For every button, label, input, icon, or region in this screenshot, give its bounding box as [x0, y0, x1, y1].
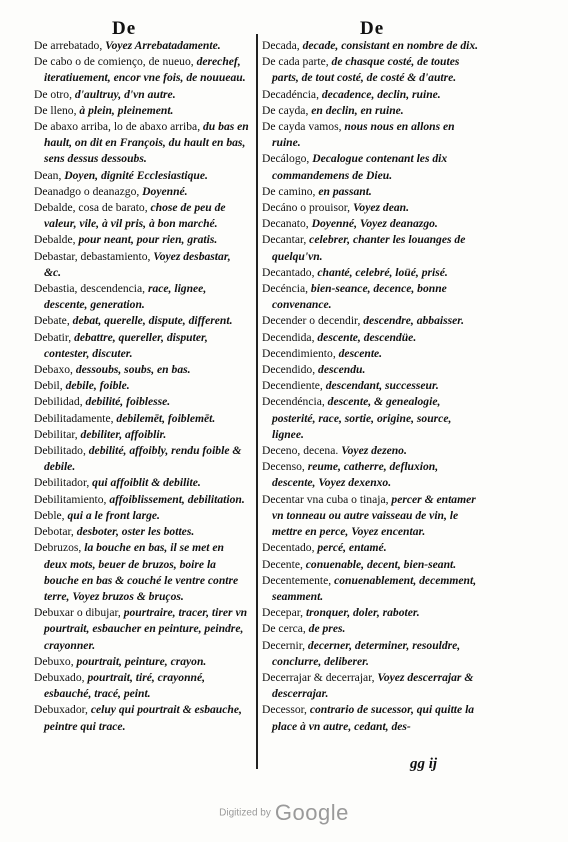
entry-headword: Decentado, — [262, 541, 318, 555]
entry-translation: descente, & genealogie, posterité, race, sortie, origine, source, lignee. — [272, 395, 452, 441]
entry-translation: d'aultruy, d'vn autre. — [74, 87, 176, 101]
entry-headword: De cada parte, — [262, 55, 332, 69]
dictionary-entry — [34, 87, 250, 103]
dictionary-entry — [262, 459, 482, 491]
dictionary-entry — [34, 524, 250, 540]
dictionary-entry — [262, 621, 482, 637]
running-head-left: De — [112, 18, 137, 39]
entry-translation: conuenable, decent, bien-seant. — [305, 557, 457, 571]
entry-headword: Debilitador, — [34, 476, 93, 490]
entry-headword: Debotar, — [34, 525, 77, 539]
dictionary-entry — [262, 702, 482, 734]
dictionary-entry — [34, 232, 250, 248]
entry-headword: Debilitadamente, — [34, 411, 117, 425]
dictionary-entry — [262, 119, 482, 151]
entry-headword: Deceno, decena. — [262, 444, 342, 458]
entry-headword: De lleno, — [34, 103, 80, 117]
entry-headword: De cerca, — [262, 622, 309, 636]
dictionary-entry — [262, 378, 482, 394]
entry-headword: Decessor, — [262, 703, 310, 717]
entry-headword: De cayda, — [262, 103, 312, 117]
dictionary-entry — [262, 573, 482, 605]
dictionary-entry — [262, 232, 482, 264]
entry-translation: qui a le front large. — [67, 508, 160, 522]
dictionary-entry — [34, 249, 250, 281]
entry-headword: Decantado, — [262, 265, 318, 279]
dictionary-entry — [34, 119, 250, 168]
dictionary-entry — [262, 87, 482, 103]
entry-headword: Decepar, — [262, 606, 306, 620]
entry-translation: pourtraire, tracer, tirer vn pourtrait, esbaucher en peinture, peindre, crayonner. — [44, 606, 248, 652]
dictionary-entry — [262, 38, 482, 54]
dictionary-entry — [34, 394, 250, 410]
dictionary-entry — [34, 475, 250, 491]
entry-headword: Decanato, — [262, 217, 312, 231]
entry-headword: Decenso, — [262, 460, 308, 474]
entry-translation: tronquer, doler, raboter. — [305, 606, 420, 620]
entry-translation: dessoubs, soubs, en bas. — [75, 363, 191, 377]
entry-translation: descendu. — [318, 363, 366, 377]
entry-translation: affoiblissement, debilitation. — [109, 492, 245, 506]
entry-translation: à plein, pleinement. — [79, 103, 174, 117]
entry-translation: en passant. — [318, 184, 372, 198]
digitized-watermark — [0, 800, 568, 826]
right-column — [262, 38, 482, 735]
entry-translation: Voyez descerrajar & descerrajar. — [272, 670, 474, 701]
entry-headword: Decálogo, — [262, 152, 313, 166]
entry-headword: Decadéncia, — [262, 87, 322, 101]
dictionary-entry — [262, 443, 482, 459]
entry-translation: debilemēt, foiblemēt. — [116, 411, 216, 425]
entry-translation: bien-seance, decence, bonne convenance. — [272, 282, 447, 312]
entry-translation: debattre, quereller, disputer, contester, discuter. — [44, 330, 208, 360]
dictionary-entry — [34, 313, 250, 329]
entry-translation: desboter, oster les bottes. — [76, 525, 195, 539]
entry-headword: Decendéncia, — [262, 395, 328, 409]
entry-translation: derechef, iteratiuement, encor vne fois, de nouueau. — [44, 55, 246, 85]
entry-headword: Decentemente, — [262, 573, 335, 587]
entry-headword: Decente, — [262, 557, 306, 571]
entry-headword: De otro, — [34, 87, 75, 101]
entry-headword: Deanadgo o deanazgo, — [34, 184, 143, 198]
dictionary-entry — [34, 362, 250, 378]
entry-translation: percé, entamé. — [317, 541, 387, 555]
dictionary-entry — [34, 605, 250, 654]
dictionary-entry — [34, 427, 250, 443]
left-column — [34, 38, 250, 735]
dictionary-entry — [262, 216, 482, 232]
entry-translation: Doyen, dignité Ecclesiastique. — [64, 168, 208, 182]
entry-headword: De cabo o de comienço, de nueuo, — [34, 55, 197, 69]
signature-mark: gg ij — [410, 756, 438, 772]
entry-translation: debile, foible. — [65, 379, 130, 393]
entry-headword: Debalde, cosa de barato, — [34, 201, 151, 215]
entry-headword: Decerrajar & decerrajar, — [262, 670, 378, 684]
dictionary-entry — [34, 103, 250, 119]
entry-headword: Debilitar, — [34, 427, 81, 441]
entry-translation: descente. — [338, 346, 383, 360]
entry-translation: de pres. — [308, 622, 346, 636]
entry-translation: chose de peu de valeur, vile, à vil pris, à bon marché. — [44, 201, 226, 231]
entry-headword: Decéncia, — [262, 282, 311, 296]
dictionary-entry — [262, 394, 482, 443]
entry-headword: Debilitado, — [34, 444, 89, 458]
dictionary-entry — [34, 492, 250, 508]
entry-translation: pourtrait, peinture, crayon. — [76, 654, 207, 668]
dictionary-entry — [262, 313, 482, 329]
dictionary-entry — [262, 281, 482, 313]
entry-translation: debat, querelle, dispute, different. — [72, 314, 233, 328]
entry-headword: Deble, — [34, 508, 68, 522]
entry-translation: debilité, foiblesse. — [85, 395, 171, 409]
dictionary-entry — [262, 200, 482, 216]
dictionary-entry — [34, 330, 250, 362]
dictionary-entry — [34, 184, 250, 200]
dictionary-entry — [262, 330, 482, 346]
dictionary-entry — [34, 670, 250, 702]
entry-headword: Decentar vna cuba o tinaja, — [262, 492, 392, 506]
entry-translation: du bas en hault, on dit en François, du hault en bas, sens dessus dessoubs. — [44, 120, 249, 166]
entry-headword: Debuxador, — [34, 703, 91, 717]
entry-translation: percer & entamer vn tonneau ou autre vaisseau de vin, le mettre en perce, Voyez encentar. — [272, 492, 476, 539]
entry-translation: contrario de sucessor, qui quitte la place à vn autre, cedant, des- — [272, 703, 475, 733]
entry-translation: de chasque costé, de toutes parts, de tout costé, de costé & d'autre. — [272, 55, 460, 85]
dictionary-entry — [34, 443, 250, 475]
entry-translation: Voyez Arrebatadamente. — [105, 39, 221, 52]
dictionary-entry — [34, 411, 250, 427]
dictionary-entry — [262, 492, 482, 541]
dictionary-entry — [34, 508, 250, 524]
dictionary-entry — [262, 54, 482, 86]
running-head-right: De — [360, 18, 385, 39]
entry-translation: descente, descendüe. — [317, 330, 417, 344]
dictionary-entry — [34, 38, 250, 54]
dictionary-entry — [34, 702, 250, 734]
entry-headword: Debil, — [34, 379, 66, 393]
entry-translation: debiliter, affoiblir. — [80, 427, 167, 441]
entry-headword: Decantar, — [262, 233, 310, 247]
dictionary-entry — [262, 103, 482, 119]
entry-translation: Doyenné. — [142, 184, 188, 198]
dictionary-entry — [34, 168, 250, 184]
dictionary-entry — [34, 378, 250, 394]
entry-translation: descendre, abbaisser. — [363, 314, 465, 328]
entry-translation: Doyenné, Voyez deanazgo. — [311, 217, 438, 231]
dictionary-entry — [262, 184, 482, 200]
entry-headword: Debastia, descendencia, — [34, 282, 148, 296]
entry-headword: De camino, — [262, 184, 319, 198]
entry-headword: Debilitamiento, — [34, 492, 110, 506]
entry-translation: Voyez dezeno. — [341, 444, 407, 458]
entry-translation: Voyez desbastar, &c. — [44, 249, 231, 279]
entry-headword: Debuxar o dibujar, — [34, 606, 124, 620]
entry-headword: Dean, — [34, 168, 65, 182]
dictionary-entry — [262, 346, 482, 362]
entry-headword: Debatir, — [34, 330, 75, 344]
entry-headword: Debruzos, — [34, 541, 85, 555]
dictionary-entry — [34, 654, 250, 670]
entry-translation: decade, consistant en nombre de dix. — [302, 39, 479, 52]
dictionary-entry — [262, 605, 482, 621]
dictionary-entry — [34, 200, 250, 232]
entry-headword: Decáno o prouisor, — [262, 201, 353, 215]
entry-translation: debilité, affoibly, rendu foible & debile. — [44, 444, 242, 474]
entry-translation: decadence, declin, ruine. — [321, 87, 441, 101]
entry-headword: Decendida, — [262, 330, 318, 344]
entry-headword: Debastar, debastamiento, — [34, 249, 154, 263]
entry-headword: Debalde, — [34, 233, 79, 247]
dictionary-entry — [262, 557, 482, 573]
entry-headword: Debaxo, — [34, 363, 76, 377]
entry-headword: De cayda vamos, — [262, 120, 345, 134]
entry-translation: celebrer, chanter les louanges de quelqu'vn. — [272, 233, 466, 263]
entry-translation: la bouche en bas, il se met en deux mots, beuer de bruzos, boire la bouche en bas & couché le ventre contre terre, Voyez bruzos & bruços. — [44, 541, 239, 603]
entry-translation: chanté, celebré, loüé, prisé. — [317, 265, 448, 279]
entry-headword: Decernir, — [262, 638, 308, 652]
entry-translation: Decalogue contenant les dix commandemens de Dieu. — [272, 152, 448, 182]
entry-translation: decerner, determiner, resouldre, conclurre, deliberer. — [272, 638, 461, 668]
google-logo: Google — [274, 800, 349, 825]
entry-translation: reume, catherre, defluxion, descente, Voyez dexenxo. — [272, 460, 439, 490]
entry-translation: Voyez dean. — [352, 201, 410, 215]
entry-headword: De abaxo arriba, lo de abaxo arriba, — [34, 120, 203, 134]
entry-headword: De arrebatado, — [34, 39, 106, 52]
column-divider — [256, 34, 258, 769]
entry-headword: Debuxo, — [34, 654, 77, 668]
entry-headword: Debate, — [34, 314, 73, 328]
dictionary-entry — [262, 362, 482, 378]
entry-headword: Decada, — [262, 39, 303, 52]
entry-translation: pour neant, pour rien, gratis. — [78, 233, 218, 247]
entry-headword: Debilidad, — [34, 395, 86, 409]
entry-headword: Decendido, — [262, 363, 319, 377]
entry-translation: en declin, en ruine. — [311, 103, 404, 117]
entry-headword: Debuxado, — [34, 670, 88, 684]
entry-translation: celuy qui pourtrait & esbauche, peintre qui trace. — [44, 703, 242, 733]
entry-headword: Decendiente, — [262, 379, 326, 393]
dictionary-entry — [262, 540, 482, 556]
entry-translation: qui affoiblit & debilite. — [92, 476, 201, 490]
entry-headword: Decender o decendir, — [262, 314, 364, 328]
dictionary-entry — [262, 265, 482, 281]
dictionary-entry — [34, 281, 250, 313]
dictionary-entry — [34, 540, 250, 605]
entry-translation: conuenablement, decemment, seamment. — [272, 573, 477, 603]
watermark-prefix: Digitized by — [219, 807, 271, 819]
dictionary-entry — [34, 54, 250, 86]
entry-headword: Decendimiento, — [262, 346, 339, 360]
entry-translation: race, lignee, descente, generation. — [44, 282, 207, 312]
entry-translation: descendant, successeur. — [325, 379, 439, 393]
entry-translation: pourtrait, tiré, crayonné, esbauché, tracé, peint. — [44, 670, 206, 701]
dictionary-entry — [262, 670, 482, 702]
dictionary-entry — [262, 151, 482, 183]
dictionary-entry — [262, 638, 482, 670]
entry-translation: nous nous en allons en ruine. — [272, 120, 455, 150]
